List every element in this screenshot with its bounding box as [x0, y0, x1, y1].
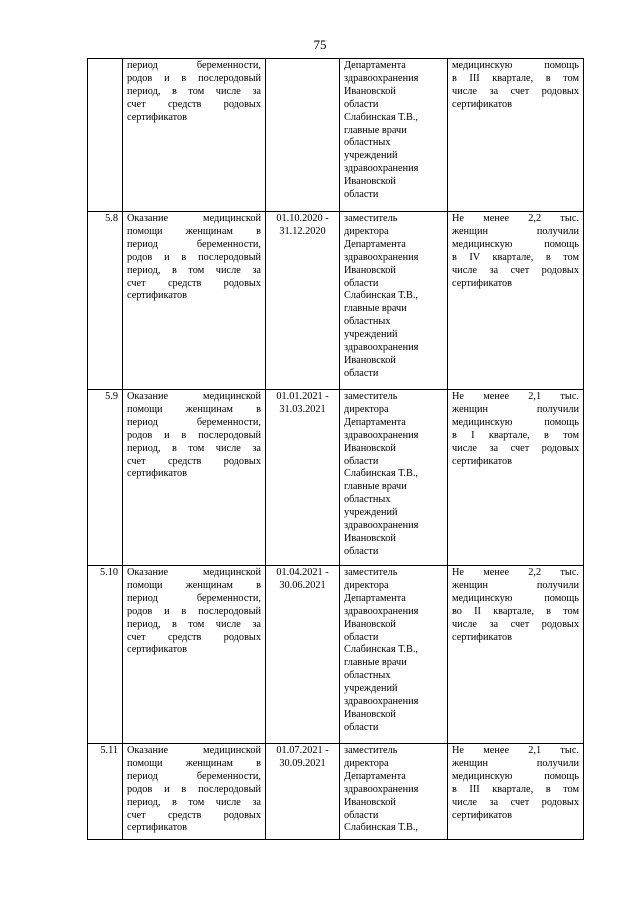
cell-line: числе за счет родовых: [452, 264, 579, 276]
cell-line: Слабинская Т.В.,: [344, 468, 418, 480]
cell-line: период беременности,: [127, 770, 261, 782]
cell-line: во II квартале, в том: [452, 605, 579, 617]
cell-line: области: [344, 631, 379, 643]
cell-line: здравоохранения: [344, 605, 419, 617]
measure-description: [123, 212, 266, 390]
cell-line: области: [344, 367, 379, 379]
cell-line: женщин получили: [452, 403, 579, 415]
cell-line: числе за счет родовых: [452, 442, 579, 454]
cell-line: счет средств родовых: [127, 631, 261, 643]
cell-line: помощи женщинам в: [127, 757, 261, 769]
expected-result: [448, 212, 584, 390]
cell-line: период, в том числе за: [127, 442, 261, 454]
cell-line: сертификатов: [127, 644, 187, 656]
cell-line: Ивановской: [344, 85, 396, 97]
responsible-persons: [340, 744, 448, 840]
cell-line: Ивановской: [344, 176, 396, 188]
cell-line: областных: [344, 316, 391, 328]
cell-line: помощи женщинам в: [127, 579, 261, 591]
measure-description: [123, 744, 266, 840]
cell-line: 01.04.2021 -: [276, 567, 329, 578]
cell-line: директора: [344, 757, 389, 769]
page-number: 75: [313, 37, 327, 52]
cell-line: 01.10.2020 -: [276, 213, 329, 224]
cell-line: период беременности,: [127, 592, 261, 604]
expected-result: [448, 390, 584, 566]
cell-line: учреждений: [344, 507, 398, 519]
cell-line: в I квартале, в том: [452, 429, 579, 441]
cell-line: счет средств родовых: [127, 277, 261, 289]
cell-line: родов и в послеродовый: [127, 783, 261, 795]
cell-line: период, в том числе за: [127, 264, 261, 276]
cell-line: Ивановской: [344, 532, 396, 544]
cell-line: учреждений: [344, 329, 398, 341]
measure-description: [123, 390, 266, 566]
cell-line: области: [344, 721, 379, 733]
table-body: [88, 59, 584, 840]
cell-line: Ивановской: [344, 442, 396, 454]
cell-line: Департамента: [344, 238, 406, 250]
cell-line: Не менее 2,1 тыс.: [452, 391, 579, 402]
cell-line: Слабинская Т.В.,: [344, 290, 418, 302]
cell-line: области: [344, 189, 379, 201]
cell-line: числе за счет родовых: [452, 85, 579, 97]
cell-line: числе за счет родовых: [452, 618, 579, 630]
cell-line: сертификатов: [452, 809, 512, 821]
cell-line: главные врачи: [344, 481, 407, 493]
responsible-persons: [340, 390, 448, 566]
measure-description: [123, 59, 266, 212]
cell-line: Департамента: [344, 770, 406, 782]
cell-line: области: [344, 277, 379, 289]
cell-line: период беременности,: [127, 238, 261, 250]
cell-line: сертификатов: [127, 111, 187, 123]
cell-line: учреждений: [344, 683, 398, 695]
cell-line: родов и в послеродовый: [127, 251, 261, 263]
cell-line: 30.09.2021: [279, 757, 326, 769]
cell-line: женщин получили: [452, 757, 579, 769]
cell-line: родов и в послеродовый: [127, 429, 261, 441]
cell-line: в IV квартале, в том: [452, 251, 579, 263]
cell-line: период, в том числе за: [127, 85, 261, 97]
cell-line: сертификатов: [127, 822, 187, 834]
cell-line: сертификатов: [452, 277, 512, 289]
cell-line: Слабинская Т.В.,: [344, 822, 418, 834]
cell-line: Ивановской: [344, 264, 396, 276]
cell-line: заместитель: [344, 213, 398, 224]
cell-line: Ивановской: [344, 618, 396, 630]
cell-line: счет средств родовых: [127, 455, 261, 467]
cell-line: Департамента: [344, 60, 406, 71]
measure-description: [123, 566, 266, 744]
cell-line: Слабинская Т.В.,: [344, 111, 418, 123]
cell-line: родов и в послеродовый: [127, 72, 261, 84]
cell-line: Департамента: [344, 592, 406, 604]
cell-line: главные врачи: [344, 124, 407, 136]
cell-line: период, в том числе за: [127, 796, 261, 808]
row-number: [88, 59, 123, 212]
expected-result: [448, 566, 584, 744]
cell-line: период, в том числе за: [127, 618, 261, 630]
cell-line: Ивановской: [344, 354, 396, 366]
cell-line: сертификатов: [452, 631, 512, 643]
row-number: 5.8: [88, 212, 123, 390]
cell-line: медицинскую помощь: [452, 770, 579, 782]
execution-period: [266, 566, 340, 744]
cell-line: период беременности,: [127, 416, 261, 428]
cell-line: заместитель: [344, 567, 398, 578]
cell-line: сертификатов: [127, 290, 187, 302]
cell-line: период беременности,: [127, 60, 261, 71]
cell-line: Оказание медицинской: [127, 745, 261, 756]
responsible-persons: [340, 59, 448, 212]
cell-line: Слабинская Т.В.,: [344, 644, 418, 656]
cell-line: медицинскую помощь: [452, 416, 579, 428]
cell-line: директора: [344, 225, 389, 237]
cell-line: женщин получили: [452, 225, 579, 237]
cell-line: Не менее 2,2 тыс.: [452, 213, 579, 224]
cell-line: сертификатов: [452, 98, 512, 110]
cell-line: женщин получили: [452, 579, 579, 591]
cell-line: Оказание медицинской: [127, 567, 261, 578]
row-number: 5.9: [88, 390, 123, 566]
responsible-persons: [340, 212, 448, 390]
row-number: 5.10: [88, 566, 123, 744]
cell-line: Оказание медицинской: [127, 391, 261, 402]
cell-line: здравоохранения: [344, 429, 419, 441]
cell-line: здравоохранения: [344, 520, 419, 532]
cell-line: заместитель: [344, 391, 398, 402]
cell-line: областных: [344, 494, 391, 506]
cell-line: здравоохранения: [344, 251, 419, 263]
table-row: [88, 390, 584, 566]
cell-line: областных: [344, 137, 391, 149]
cell-line: сертификатов: [127, 468, 187, 480]
cell-line: в III квартале, в том: [452, 72, 579, 84]
measures-table: [87, 58, 584, 840]
cell-line: помощи женщинам в: [127, 225, 261, 237]
cell-line: Не менее 2,1 тыс.: [452, 745, 579, 756]
cell-line: медицинскую помощь: [452, 592, 579, 604]
cell-line: помощи женщинам в: [127, 403, 261, 415]
cell-line: здравоохранения: [344, 783, 419, 795]
cell-line: 01.07.2021 -: [276, 745, 329, 756]
cell-line: Не менее 2,2 тыс.: [452, 567, 579, 578]
cell-line: сертификатов: [452, 455, 512, 467]
cell-line: заместитель: [344, 745, 398, 756]
cell-line: здравоохранения: [344, 163, 419, 175]
cell-line: главные врачи: [344, 303, 407, 315]
cell-line: Ивановской: [344, 796, 396, 808]
execution-period: [266, 744, 340, 840]
cell-line: области: [344, 98, 379, 110]
cell-line: Ивановской: [344, 708, 396, 720]
cell-line: медицинскую помощь: [452, 60, 579, 71]
cell-line: 31.03.2021: [279, 403, 326, 415]
cell-line: 30.06.2021: [279, 579, 326, 591]
cell-line: области: [344, 809, 379, 821]
cell-line: в III квартале, в том: [452, 783, 579, 795]
cell-line: здравоохранения: [344, 72, 419, 84]
cell-line: области: [344, 455, 379, 467]
cell-line: 01.01.2021 -: [276, 391, 329, 402]
cell-line: Департамента: [344, 416, 406, 428]
cell-line: родов и в послеродовый: [127, 605, 261, 617]
cell-line: счет средств родовых: [127, 809, 261, 821]
cell-line: Оказание медицинской: [127, 213, 261, 224]
execution-period: [266, 390, 340, 566]
cell-line: директора: [344, 403, 389, 415]
cell-line: областных: [344, 670, 391, 682]
cell-line: медицинскую помощь: [452, 238, 579, 250]
cell-line: числе за счет родовых: [452, 796, 579, 808]
cell-line: учреждений: [344, 150, 398, 162]
cell-line: здравоохранения: [344, 342, 419, 354]
expected-result: [448, 744, 584, 840]
table-row: [88, 744, 584, 840]
table-row: [88, 212, 584, 390]
cell-line: директора: [344, 579, 389, 591]
table-row: [88, 566, 584, 744]
cell-line: области: [344, 545, 379, 557]
table-row: [88, 59, 584, 212]
cell-line: главные врачи: [344, 657, 407, 669]
execution-period: [266, 212, 340, 390]
cell-line: здравоохранения: [344, 696, 419, 708]
row-number: 5.11: [88, 744, 123, 840]
responsible-persons: [340, 566, 448, 744]
expected-result: [448, 59, 584, 212]
cell-line: 31.12.2020: [279, 225, 326, 237]
execution-period: [266, 59, 340, 212]
cell-line: счет средств родовых: [127, 98, 261, 110]
